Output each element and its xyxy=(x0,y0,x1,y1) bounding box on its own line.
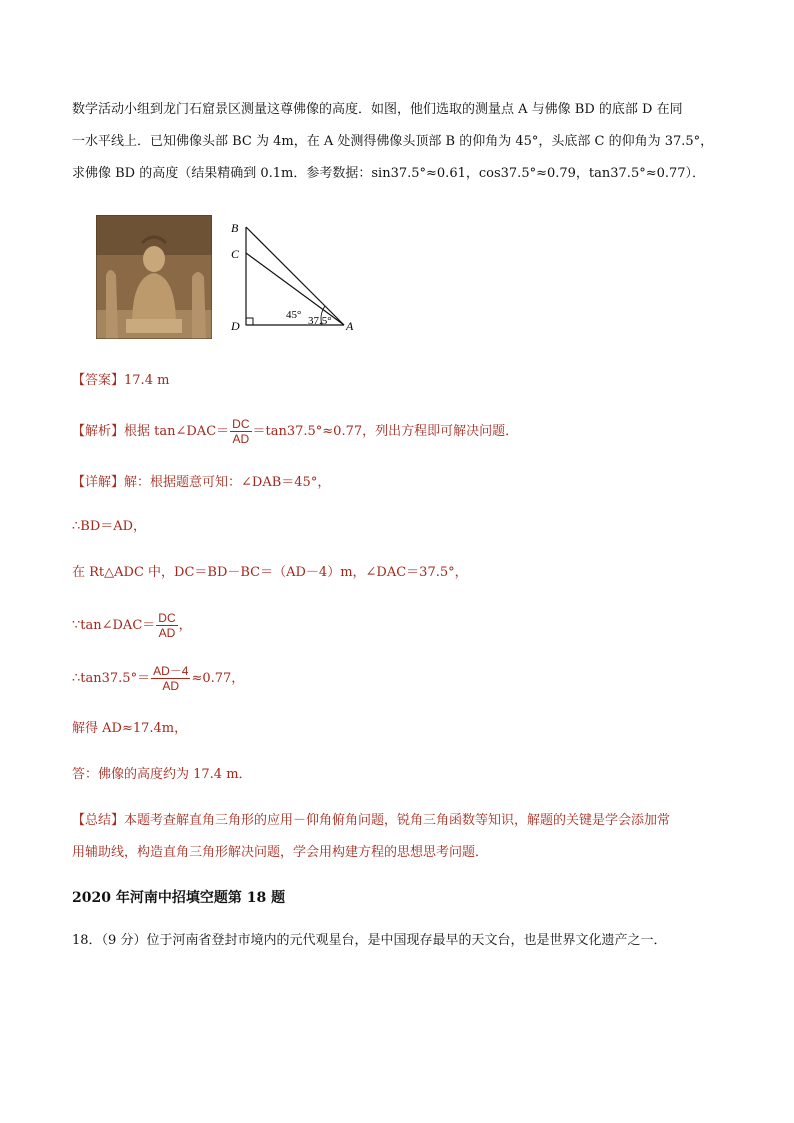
detail-s4-fraction xyxy=(151,664,190,693)
summary-line-2: 用辅助线，构造直角三角形解决问题，学会用构建方程的思想思考问题． xyxy=(72,845,489,860)
summary-line-1 xyxy=(72,811,670,831)
detail-s3-den: AD xyxy=(158,626,176,640)
analysis-fraction xyxy=(230,417,251,446)
answer-line xyxy=(72,371,169,391)
analysis-post: ＝tan37.5°≈0.77，列出方程即可解决问题． xyxy=(252,424,519,439)
buddha-photo xyxy=(96,215,212,339)
label-A: A xyxy=(346,319,354,333)
detail-s4-pre: ∴tan37.5°＝ xyxy=(72,671,151,686)
detail-head: 解：根据题意可知：∠DAB＝45°， xyxy=(124,475,331,490)
section-heading: 2020 年河南中招填空题第 18 题 xyxy=(72,890,286,906)
question-18: 18．（9 分）位于河南省登封市境内的元代观星台，是中国现存最早的天文台，也是世界文化遗产之一． xyxy=(72,933,667,948)
triangle-diagram xyxy=(222,215,372,345)
summary-text-1: 本题考查解直角三角形的应用－仰角俯角问题，锐角三角函数等知识，解题的关键是学会添加常 xyxy=(124,813,671,828)
angle-375-label: 37.5° xyxy=(308,315,332,327)
detail-head-line xyxy=(72,473,330,493)
detail-step-3 xyxy=(72,611,192,640)
detail-step-4 xyxy=(72,664,244,693)
problem-line-1: 数学活动小组到龙门石窟景区测量这尊佛像的高度．如图，他们选取的测量点 A 与佛像 BD 的底部 D 在同 xyxy=(72,102,683,117)
analysis-pre: 根据 tan∠DAC＝ xyxy=(124,424,230,439)
problem-line-2: 一水平线上．已知佛像头部 BC 为 4m，在 A 处测得佛像头顶部 B 的仰角为 45°，头底部 C 的仰角为 37.5°， xyxy=(72,134,714,149)
detail-s3-fraction xyxy=(156,611,177,640)
label-D: D xyxy=(231,319,240,333)
answer-tag: 【答案】 xyxy=(72,373,125,388)
detail-s3-pre: ∵tan∠DAC＝ xyxy=(72,618,156,633)
detail-s4-post: ≈0.77， xyxy=(191,671,245,686)
detail-s3-post: ， xyxy=(178,618,192,633)
detail-step-6: 答：佛像的高度约为 17.4 m． xyxy=(72,767,252,782)
analysis-frac-den: AD xyxy=(232,432,250,446)
detail-s4-den: AD xyxy=(162,679,180,693)
analysis-tag: 【解析】 xyxy=(72,424,125,439)
detail-s3-num: DC xyxy=(158,611,176,625)
detail-step-1: ∴BD＝AD， xyxy=(72,519,147,534)
detail-tag: 【详解】 xyxy=(72,475,125,490)
summary-tag: 【总结】 xyxy=(72,813,125,828)
angle-45-label: 45° xyxy=(286,309,302,321)
detail-s4-num: AD－4 xyxy=(153,664,189,678)
analysis-frac-num: DC xyxy=(232,417,250,431)
detail-step-2: 在 Rt△ADC 中，DC＝BD－BC＝（AD－4）m，∠DAC＝37.5°， xyxy=(72,565,468,580)
label-B: B xyxy=(231,221,239,235)
detail-step-5: 解得 AD≈17.4m， xyxy=(72,721,188,736)
problem-line-3: 求佛像 BD 的高度（结果精确到 0.1m．参考数据：sin37.5°≈0.61，cos37.5°≈0.79，tan37.5°≈0.77）． xyxy=(72,166,706,181)
analysis-line xyxy=(72,417,518,446)
label-C: C xyxy=(231,247,240,261)
answer-text: 17.4 m xyxy=(124,373,170,388)
right-angle-mark xyxy=(246,318,253,325)
